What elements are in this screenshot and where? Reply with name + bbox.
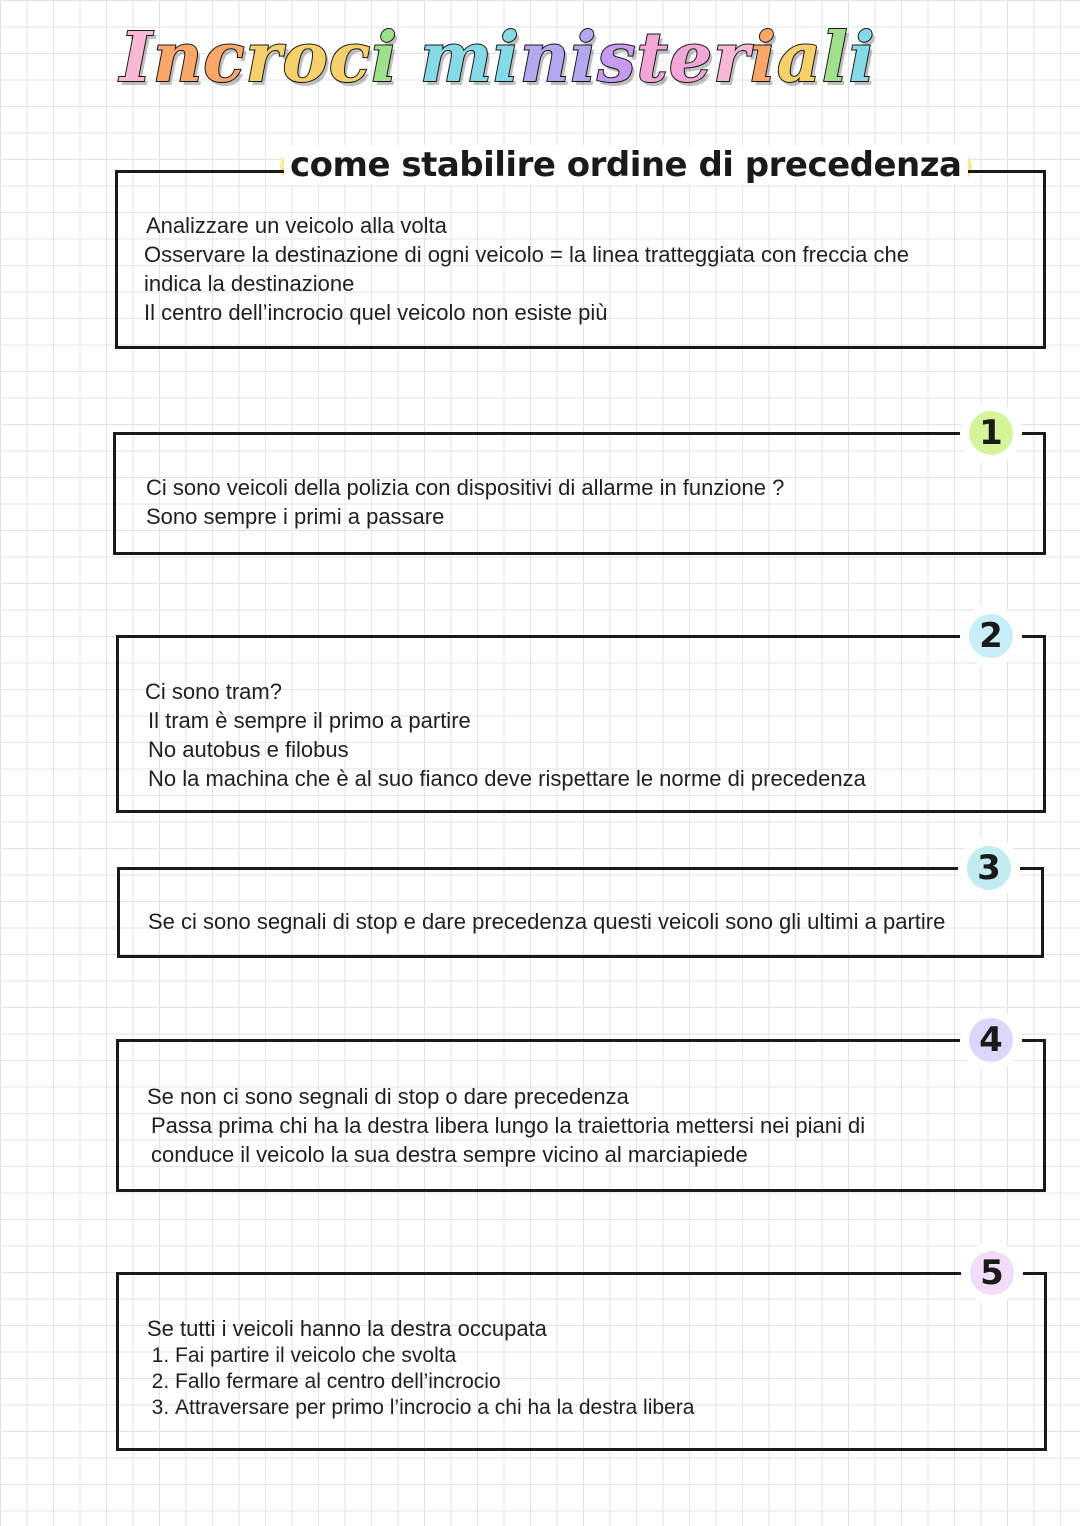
intro-text	[144, 211, 1023, 327]
title-letter: m	[420, 18, 494, 98]
intro-line: indica la destinazione	[144, 271, 355, 296]
step-text	[146, 473, 1023, 531]
step-number-badge	[967, 846, 1011, 890]
title-letter: n	[152, 18, 204, 98]
title-letter: i	[493, 18, 520, 98]
step-box-5	[116, 1253, 1047, 1451]
title-letter: n	[519, 18, 571, 98]
step-number: 5	[980, 1253, 1004, 1293]
step-number: 2	[979, 616, 1003, 656]
title-letter: i	[570, 18, 598, 98]
intro-line: Il centro dell’incrocio quel veicolo non esiste più	[144, 300, 608, 325]
list-item: 2. Fallo fermare al centro dell’incrocio	[175, 1369, 1024, 1395]
step-line: Se ci sono segnali di stop e dare precedenza questi veicoli sono gli ultimi a partire	[148, 909, 946, 934]
step-box-3	[117, 848, 1044, 958]
title-letter: I	[120, 18, 153, 98]
intro-line: Osservare la destinazione di ogni veicolo = la linea tratteggiata con freccia che	[144, 242, 909, 267]
title-letter: a	[776, 18, 822, 98]
step-box-4	[116, 1020, 1046, 1192]
step-number-badge	[970, 1251, 1014, 1295]
step-text	[148, 907, 1021, 936]
step-text	[147, 1082, 1023, 1169]
step-box-2	[116, 616, 1046, 813]
step-text	[147, 1314, 1024, 1421]
page-title	[120, 18, 876, 98]
step-line: conduce il veicolo la sua destra sempre vicino al marciapiede	[151, 1142, 748, 1167]
step-line: No la machina che è al suo fianco deve rispettare le norme di precedenza	[148, 766, 866, 791]
step-line: Sono sempre i primi a passare	[146, 504, 445, 529]
step-line: No autobus e filobus	[148, 737, 349, 762]
list-item: 3. Attraversare per primo l’incrocio a chi ha la destra libera	[175, 1395, 1024, 1421]
title-letter: r	[245, 18, 283, 98]
title-letter: o	[282, 18, 329, 98]
intro-heading	[284, 145, 968, 185]
title-letter: t	[636, 18, 669, 98]
intro-line: Analizzare un veicolo alla volta	[146, 213, 447, 238]
step-line: Ci sono tram?	[145, 679, 282, 704]
step-line: Il tram è sempre il primo a partire	[148, 708, 471, 733]
title-letter: s	[597, 18, 637, 98]
step-line: Ci sono veicoli della polizia con dispositivi di allarme in funzione ?	[146, 475, 785, 500]
title-letter: e	[668, 18, 714, 98]
title-letter: i	[750, 18, 777, 98]
step-line: Se tutti i veicoli hanno la destra occupata	[147, 1316, 547, 1341]
title-letter: c	[328, 18, 372, 98]
title-letter: c	[203, 18, 246, 98]
step-number-badge	[969, 1018, 1013, 1062]
list-item: 1. Fai partire il veicolo che svolta	[175, 1343, 1024, 1369]
title-letter: i	[371, 18, 399, 98]
step-number: 1	[979, 413, 1003, 453]
step-number: 4	[979, 1020, 1003, 1060]
intro-box	[115, 145, 1046, 349]
intro-heading-text: come stabilire ordine di precedenza	[290, 145, 962, 185]
step-list	[147, 1343, 1024, 1421]
step-line: Passa prima chi ha la destra libera lungo la traiettoria mettersi nei piani di	[151, 1113, 866, 1138]
step-box-1	[113, 413, 1046, 555]
title-letter: r	[713, 18, 751, 98]
step-number-badge	[969, 614, 1013, 658]
step-line: Se non ci sono segnali di stop o dare precedenza	[147, 1084, 629, 1109]
step-text	[145, 677, 1023, 793]
step-number: 3	[977, 848, 1001, 888]
step-number-badge	[969, 411, 1013, 455]
title-letter: l	[821, 18, 849, 98]
title-letter: i	[848, 18, 876, 98]
